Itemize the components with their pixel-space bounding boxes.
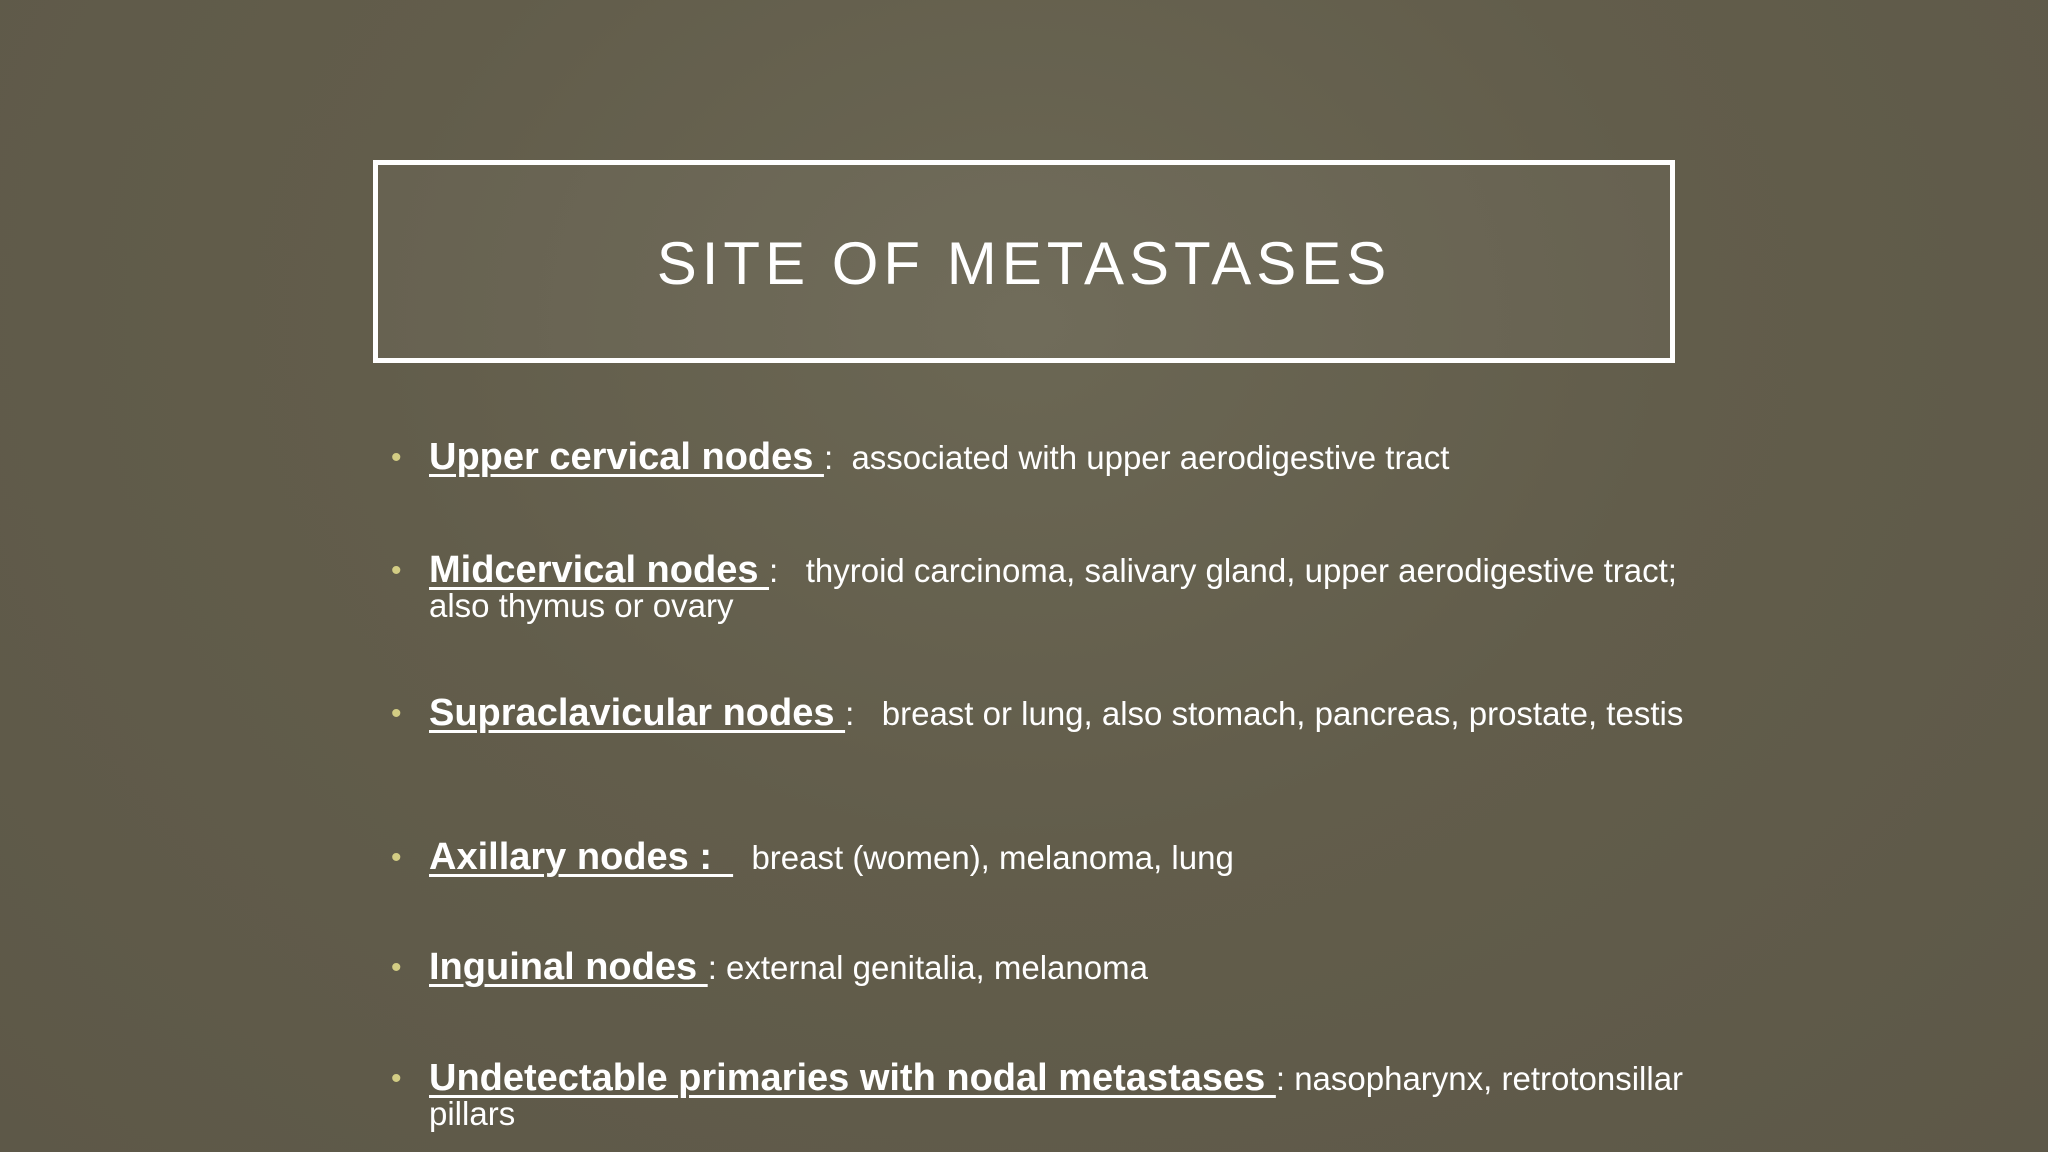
bullet-dot-icon: • <box>391 554 402 587</box>
bullet-item-midcervical <box>388 549 1719 624</box>
bullet-item-upper-cervical <box>388 436 1719 478</box>
bullet-item-supraclavicular <box>388 692 1719 734</box>
bullet-separator: : <box>769 552 806 589</box>
bullet-description: external genitalia, melanoma <box>726 949 1148 986</box>
bullet-dot-icon: • <box>391 697 402 730</box>
bullet-dot-icon: • <box>391 1062 402 1095</box>
bullet-item-axillary <box>388 836 1719 878</box>
bullet-description: nasopharynx, retrotonsillar pillars <box>429 1060 1693 1132</box>
bullet-term: Supraclavicular nodes <box>429 692 846 734</box>
bullet-term: Upper cervical nodes <box>429 436 824 478</box>
bullet-description: breast (women), melanoma, lung <box>751 839 1234 876</box>
bullet-dot-icon: • <box>391 841 402 874</box>
bullet-item-undetectable-primaries <box>388 1057 1719 1132</box>
bullet-separator <box>733 839 751 876</box>
bullet-separator: : <box>707 949 727 986</box>
bullet-separator: : <box>845 695 882 732</box>
bullet-separator: : <box>823 439 852 476</box>
bullet-term: Axillary nodes : <box>429 836 734 878</box>
title-box <box>373 160 1675 363</box>
bullet-term: Inguinal nodes <box>429 946 708 988</box>
slide-title: SITE OF METASTASES <box>656 230 1392 297</box>
bullet-separator: : <box>1275 1060 1295 1097</box>
bullet-description: thyroid carcinoma, salivary gland, upper aerodigestive tract; also thymus or ovary <box>429 552 1687 624</box>
bullet-dot-icon: • <box>391 441 402 474</box>
bullet-description: breast or lung, also stomach, pancreas, prostate, testis <box>881 695 1684 732</box>
bullet-description: associated with upper aerodigestive tract <box>851 439 1450 476</box>
bullet-item-inguinal <box>388 946 1719 988</box>
bullet-term: Midcervical nodes <box>429 549 770 591</box>
bullet-term: Undetectable primaries with nodal metastases <box>429 1057 1276 1099</box>
bullet-dot-icon: • <box>391 951 402 984</box>
